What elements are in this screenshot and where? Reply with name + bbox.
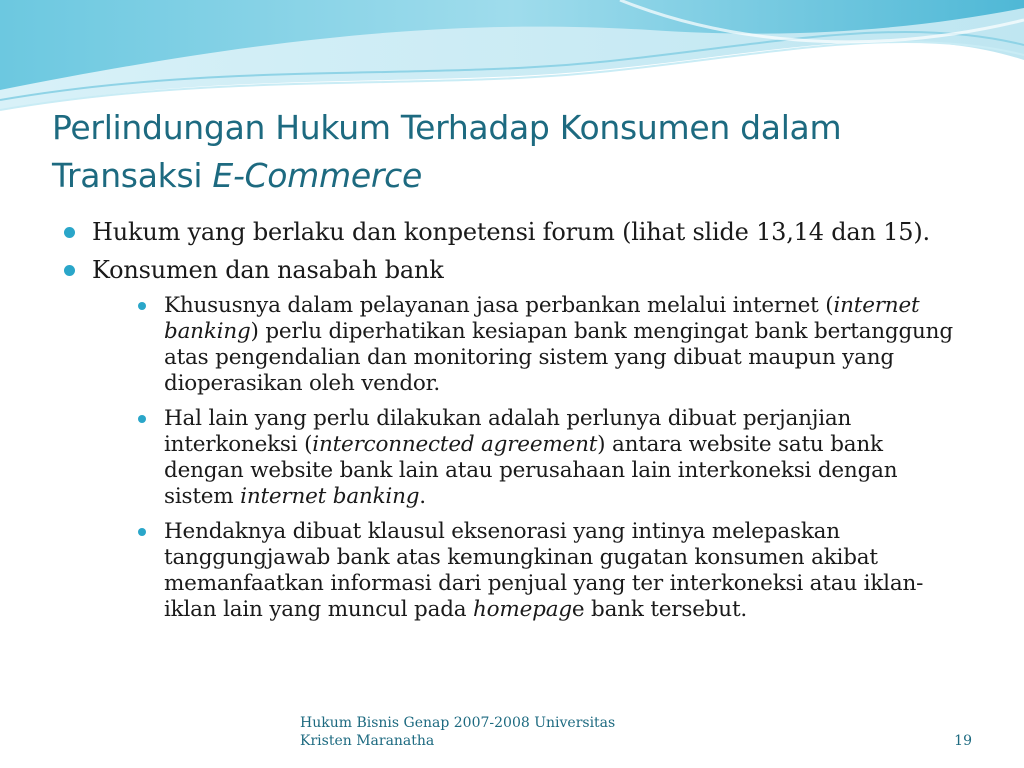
sub-bullet-text xyxy=(134,293,962,397)
bullet-item xyxy=(62,218,962,247)
text-run: Khususnya dalam pelayanan jasa perbankan melalui internet ( xyxy=(164,293,834,318)
sub-bullet-item xyxy=(92,406,962,510)
sub-bullet-item xyxy=(92,293,962,397)
footer-line1: Hukum Bisnis Genap 2007-2008 Universitas xyxy=(300,715,616,731)
italic-run: interconnected agreement xyxy=(312,432,598,457)
bullet-list xyxy=(62,218,962,632)
slide-title xyxy=(52,104,992,200)
page-number: 19 xyxy=(954,733,972,749)
italic-run: internet banking xyxy=(240,484,420,509)
slide-title-line1: Perlindungan Hukum Terhadap Konsumen dalam xyxy=(52,108,842,147)
sub-bullet-dot-icon xyxy=(138,302,146,310)
sub-bullet-text xyxy=(134,406,962,510)
bullet-dot-icon xyxy=(64,227,75,238)
text-run: ) antara website satu bank dengan website bank lain atau perusahaan lain interkoneksi dengan sistem xyxy=(164,432,898,509)
bullet-text: Hukum yang berlaku dan konpetensi forum (lihat slide 13,14 dan 15). xyxy=(92,218,930,246)
text-run: ) perlu diperhatikan kesiapan bank mengingat bank bertanggung atas pengendalian dan monitoring sistem yang dibuat maupun yang dioperasikan oleh vendor. xyxy=(164,319,953,396)
text-run: Hendaknya dibuat klausul eksenorasi yang intinya melepaskan tanggungjawab bank atas kemungkinan gugatan konsumen akibat memanfaatkan informasi dari penjual yang ter interkoneksi atau iklan-iklan lain yang muncul pada xyxy=(164,519,924,622)
sub-bullet-text xyxy=(134,519,962,623)
bullet-text: Konsumen dan nasabah bank xyxy=(92,256,444,284)
sub-bullet-dot-icon xyxy=(138,415,146,423)
bullet-dot-icon xyxy=(64,265,75,276)
footer-text xyxy=(300,714,660,750)
sub-bullet-item xyxy=(92,519,962,623)
slide-title-line2: Transaksi xyxy=(52,156,213,195)
italic-run: homepag xyxy=(473,597,572,622)
sub-bullet-list xyxy=(92,293,962,623)
footer-line2: Kristen Maranatha xyxy=(300,733,435,749)
header-wave-decoration xyxy=(0,0,1024,120)
text-run: . xyxy=(419,484,426,509)
italic-run: internet banking xyxy=(164,293,920,344)
slide-title-italic: E-Commerce xyxy=(212,156,422,195)
text-run: e bank tersebut. xyxy=(571,597,748,622)
sub-bullet-dot-icon xyxy=(138,528,146,536)
text-run: Hal lain yang perlu dilakukan adalah perlunya dibuat perjanjian interkoneksi ( xyxy=(164,406,852,457)
bullet-item xyxy=(62,256,962,623)
